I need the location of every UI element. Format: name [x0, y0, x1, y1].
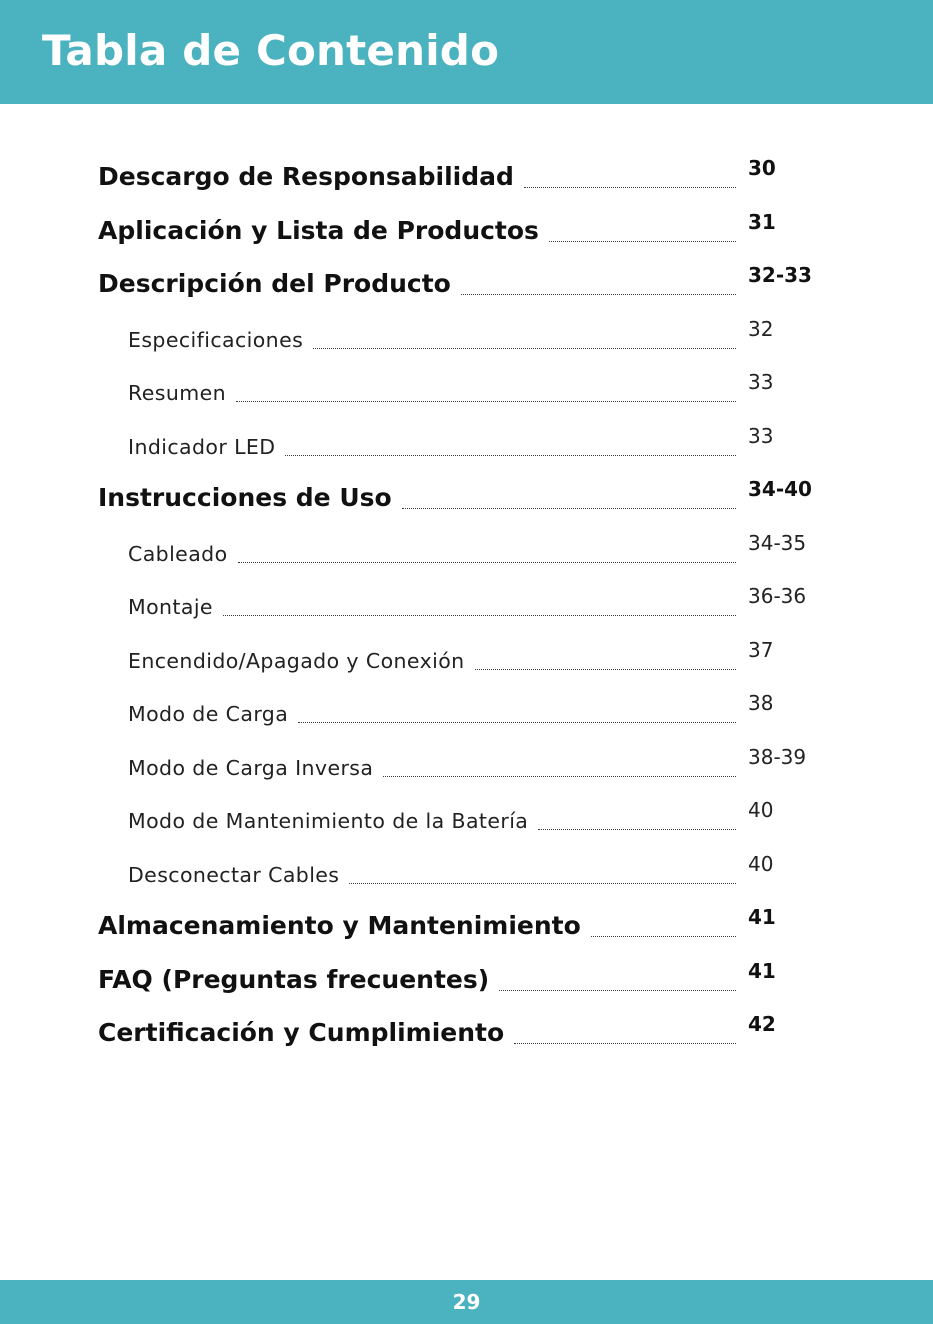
- toc-page-number: 38: [748, 691, 774, 715]
- leader-dots: [313, 348, 736, 349]
- toc-page-number: 31: [748, 209, 776, 234]
- leader-dots: [475, 669, 736, 670]
- toc-entry-label: FAQ (Preguntas frecuentes): [98, 964, 490, 994]
- toc-page-number: 41: [748, 958, 776, 983]
- toc-entry-label: Cableado: [128, 541, 228, 566]
- toc-entry-label: Certificación y Cumplimiento: [98, 1018, 505, 1047]
- toc-subsection-entry: [0, 420, 933, 460]
- toc-entry-label: Desconectar Cables: [128, 862, 340, 887]
- toc-subsection-entry: [0, 741, 933, 781]
- leader-dots: [402, 508, 736, 509]
- toc-entry-label: Encendido/Apagado y Conexión: [128, 648, 465, 673]
- toc-entry-label: Indicador LED: [128, 434, 276, 459]
- leader-dots: [238, 562, 736, 563]
- toc-subsection-entry: [0, 313, 933, 353]
- page-title: Tabla de Contenido: [42, 26, 500, 75]
- leader-dots: [499, 990, 736, 991]
- toc-page-number: 40: [748, 851, 774, 876]
- leader-dots: [349, 883, 736, 884]
- toc-page-number: 34-35: [748, 530, 807, 555]
- toc-page-number: 37: [748, 637, 774, 662]
- leader-dots: [236, 401, 736, 402]
- leader-dots: [538, 829, 736, 830]
- toc-page-number: 40: [748, 798, 774, 822]
- leader-dots: [223, 615, 736, 616]
- toc-section-entry: [0, 955, 933, 995]
- toc-entry-label: Modo de Mantenimiento de la Batería: [128, 809, 529, 833]
- toc-subsection-entry: [0, 634, 933, 674]
- toc-page-number: 30: [748, 156, 776, 180]
- toc-entry-label: Especificaciones: [128, 327, 304, 352]
- toc-entry-label: Modo de Carga: [128, 702, 289, 726]
- toc-entry-label: Aplicación y Lista de Productos: [98, 215, 539, 245]
- toc-page-number: 42: [748, 1012, 776, 1036]
- toc-page-number: 36-36: [748, 584, 807, 608]
- toc-page-number: 33: [748, 370, 774, 394]
- toc-section-entry: [0, 152, 933, 192]
- toc-entry-label: Descargo de Responsabilidad: [98, 162, 514, 191]
- toc-page-number: 38-39: [748, 744, 807, 769]
- leader-dots: [591, 936, 736, 937]
- toc-page-number: 32: [748, 316, 774, 341]
- toc-subsection-entry: [0, 527, 933, 567]
- toc-subsection-entry: [0, 580, 933, 620]
- page-number: 29: [452, 1290, 481, 1314]
- page-footer: [0, 1280, 933, 1324]
- toc-entry-label: Resumen: [128, 381, 226, 405]
- leader-dots: [383, 776, 736, 777]
- toc-page-number: 33: [748, 423, 774, 448]
- toc-section-entry: [0, 259, 933, 299]
- leader-dots: [514, 1043, 736, 1044]
- toc-section-entry: [0, 206, 933, 246]
- toc-section-entry: [0, 1008, 933, 1048]
- leader-dots: [285, 455, 736, 456]
- toc-entry-label: Instrucciones de Uso: [98, 483, 392, 512]
- toc-section-entry: [0, 473, 933, 513]
- toc-page-number: 34-40: [748, 477, 812, 501]
- toc-page-number: 41: [748, 905, 776, 929]
- toc-subsection-entry: [0, 848, 933, 888]
- leader-dots: [549, 241, 736, 242]
- toc-subsection-entry: [0, 366, 933, 406]
- toc-entry-label: Descripción del Producto: [98, 269, 451, 298]
- toc-entry-label: Almacenamiento y Mantenimiento: [98, 911, 581, 940]
- toc-section-entry: [0, 901, 933, 941]
- leader-dots: [298, 722, 736, 723]
- toc-subsection-entry: [0, 687, 933, 727]
- leader-dots: [461, 294, 736, 295]
- toc-page-number: 32-33: [748, 263, 812, 287]
- toc-entry-label: Modo de Carga Inversa: [128, 755, 374, 780]
- toc-entry-label: Montaje: [128, 595, 213, 619]
- leader-dots: [524, 187, 736, 188]
- toc-subsection-entry: [0, 794, 933, 834]
